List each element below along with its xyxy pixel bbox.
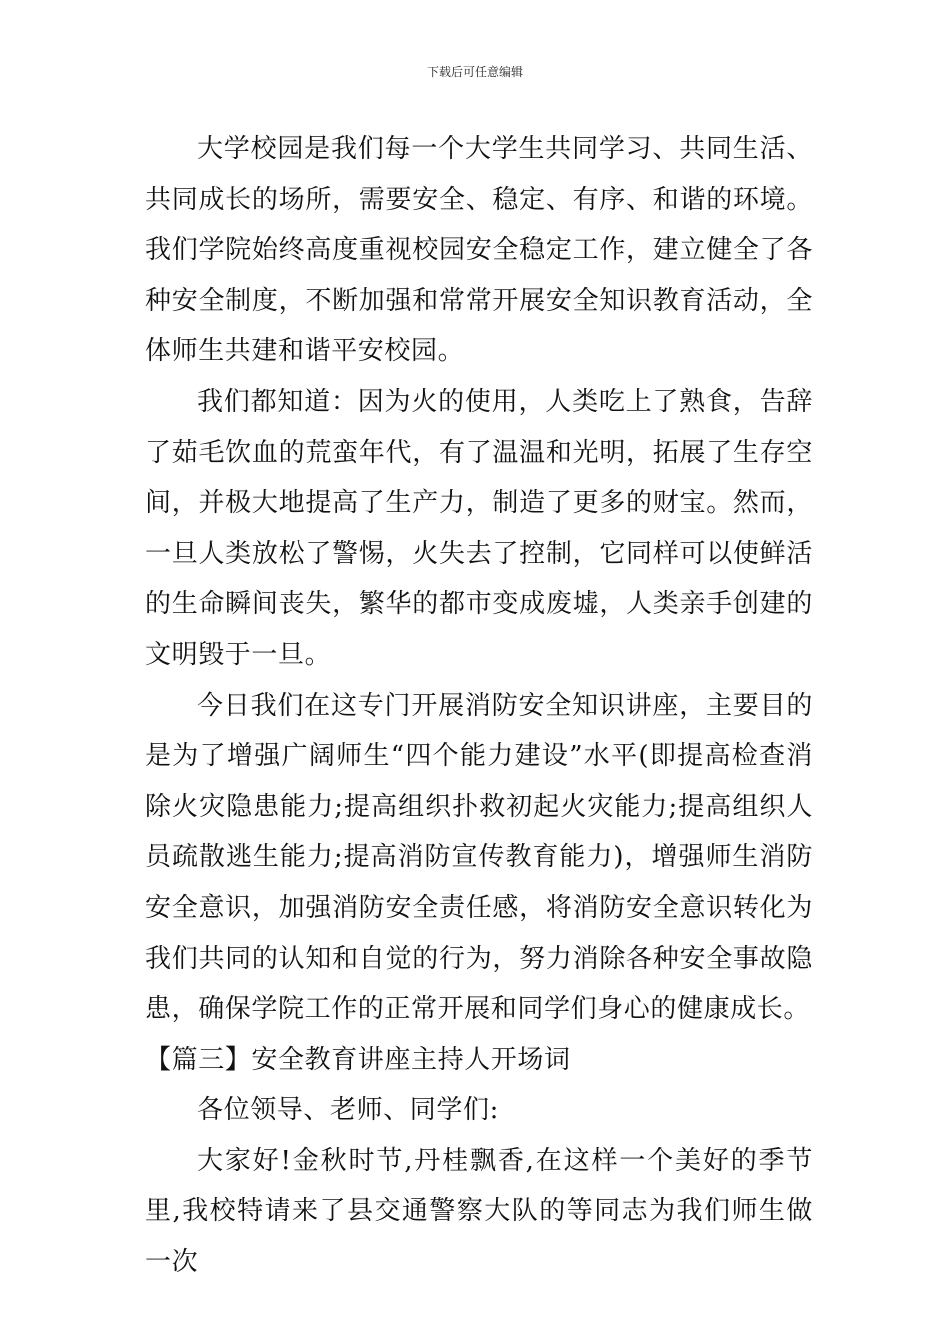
greeting-line: 各位领导、老师、同学们:: [197, 1095, 499, 1126]
document-body: [145, 124, 813, 1288]
paragraph-opening-remarks: 大家好!金秋时节,丹桂飘香,在这样一个美好的季节里,我校特请来了县交通警察大队的等同志为我们师生做一次: [145, 1145, 813, 1278]
paragraph-fire-history: 我们都知道：因为火的使用，人类吃上了熟食，告辞了茹毛饮血的荒蛮年代，有了温温和光明，拓展了生存空间，并极大地提高了生产力，制造了更多的财宝。然而，一旦人类放松了警惕，火失去了控制，它同样可以使鲜活的生命瞬间丧失，繁华的都市变成废墟，人类亲手创建的文明毁于一旦。: [145, 386, 813, 670]
paragraph-campus-safety: 大学校园是我们每一个大学生共同学习、共同生活、共同成长的场所，需要安全、稳定、有序、和谐的环境。我们学院始终高度重视校园安全稳定工作，建立健全了各种安全制度，不断加强和常常开展安全知识教育活动，全体师生共建和谐平安校园。: [145, 134, 813, 367]
paragraph-lecture-purpose: 今日我们在这专门开展消防安全知识讲座，主要目的是为了增强广阔师生“四个能力建设”水平(即提高检查消除火灾隐患能力;提高组织扑救初起火灾能力;提高组织人员疏散逃生能力;提高消防宣传教育能力)，增强师生消防安全意识，加强消防安全责任感，将消防安全意识转化为我们共同的认知和自觉的行为，努力消除各种安全事故隐患，确保学院工作的正常开展和同学们身心的健康成长。: [145, 690, 813, 1025]
section-heading: 【篇三】安全教育讲座主持人开场词: [145, 1044, 571, 1075]
page-header: 下载后可任意编辑: [426, 65, 523, 79]
